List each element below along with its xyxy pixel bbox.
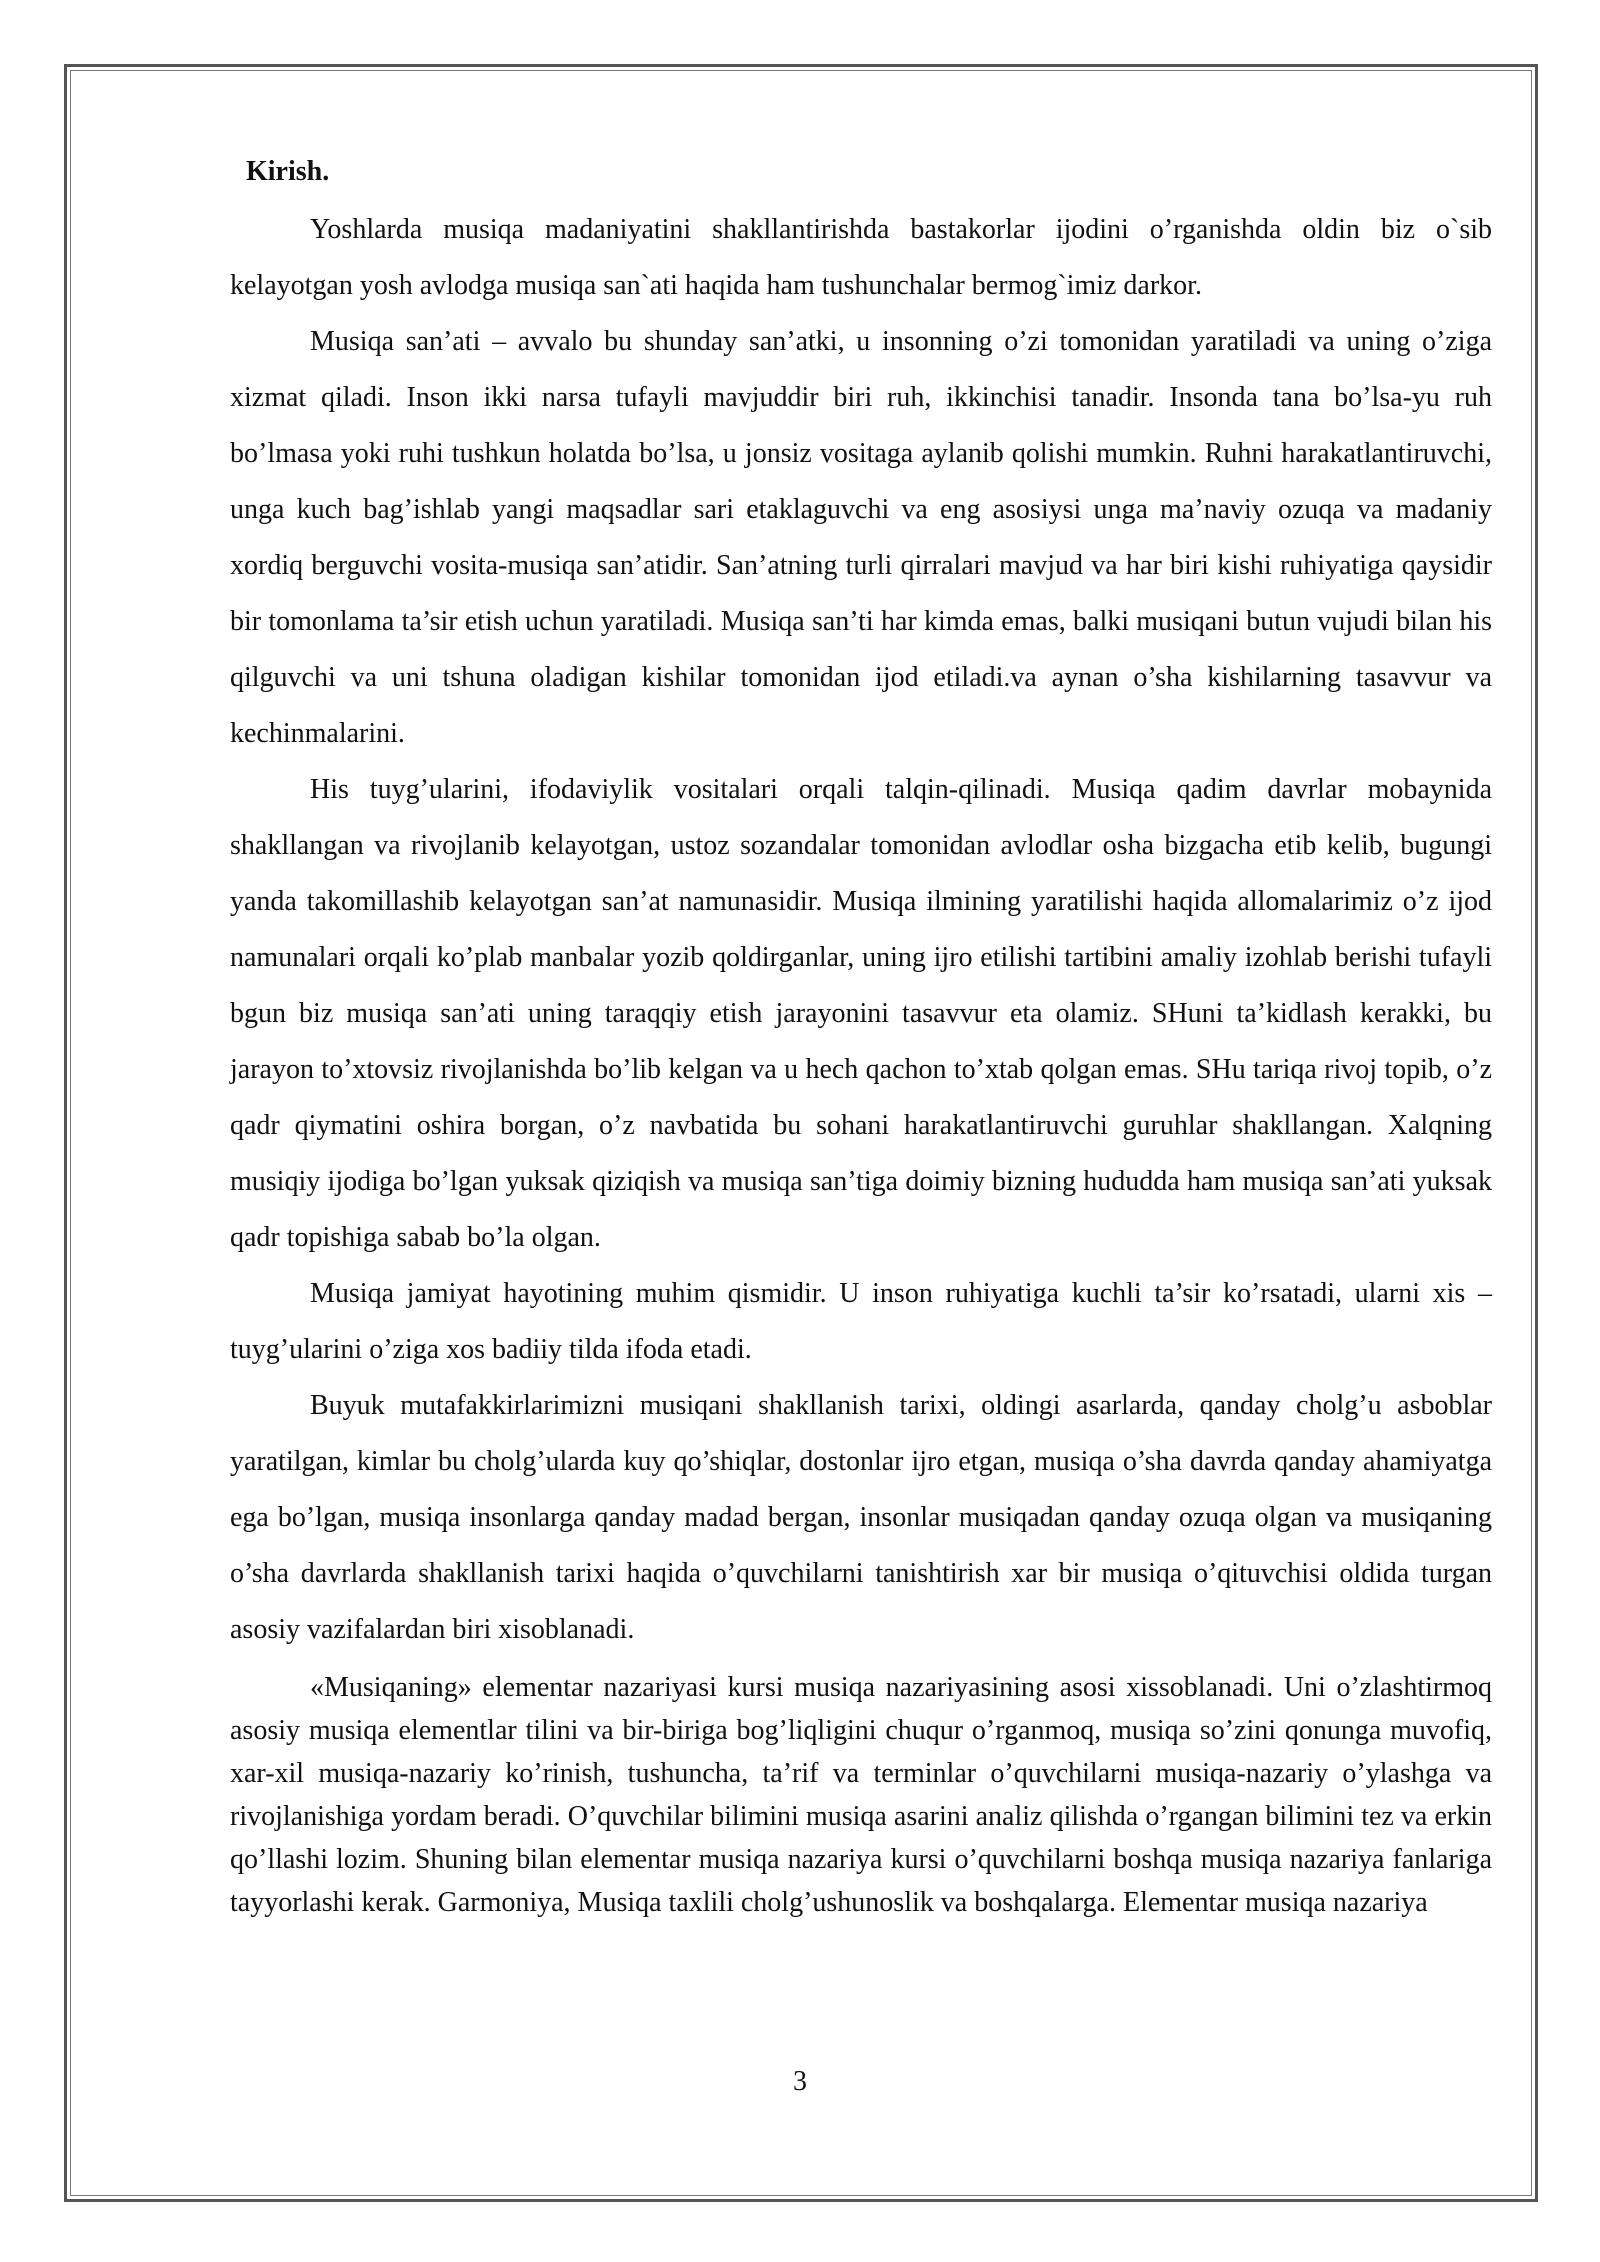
- paragraph-1: Yoshlarda musiqa madaniyatini shakllantirishda bastakorlar ijodini o’rganishda oldin biz o`sib kelayotgan yosh avlodga musiqa san`ati haqida ham tushunchalar bermog`imiz darkor.: [230, 214, 1492, 301]
- paragraph-6: «Musiqaning» elementar nazariyasi kursi musiqa nazariyasining asosi xissoblanadi. Uni o’zlashtirmoq asosiy musiqa elementlar tilini va bir-biriga bog’liqligini chuqur o’rganmoq, musiqa so’zini qonunga muvofiq, xar-xil musiqa-nazariy ko’rinish, tushuncha, ta’rif va terminlar o’quvchilarni musiqa-nazariy o’ylashga va rivojlanishiga yordam beradi. O’quvchilar bilimini musiqa asarini analiz qilishda o’rgangan bilimini tez va erkin qo’llashi lozim. Shuning bilan elementar musiqa nazariya kursi o’quvchilarni boshqa musiqa nazariya fanlariga tayyorlashi kerak. Garmoniya, Musiqa taxlili cholg’ushunoslik va boshqalarga. Elementar musiqa nazariya: [230, 1672, 1492, 1918]
- document-body: [230, 150, 1492, 1924]
- page-number: 3: [793, 2066, 807, 2097]
- paragraph-4: Musiqa jamiyat hayotining muhim qismidir. U inson ruhiyatiga kuchli ta’sir ko’rsatadi, ularni xis –tuyg’ularini o’ziga xos badiiy tilda ifoda etadi.: [230, 1278, 1492, 1365]
- paragraph-5: Buyuk mutafakkirlarimizni musiqani shakllanish tarixi, oldingi asarlarda, qanday cholg’u asboblar yaratilgan, kimlar bu cholg’ularda kuy qo’shiqlar, dostonlar ijro etgan, musiqa o’sha davrda qanday ahamiyatga ega bo’lgan, musiqa insonlarga qanday madad bergan, insonlar musiqadan qanday ozuqa olgan va musiqaning o’sha davrlarda shakllanish tarixi haqida o’quvchilarni tanishtirish xar bir musiqa o’qituvchisi oldida turgan asosiy vazifalardan biri xisoblanadi.: [230, 1390, 1492, 1645]
- paragraph-2: Musiqa san’ati – avvalo bu shunday san’atki, u insonning o’zi tomonidan yaratiladi va uning o’ziga xizmat qiladi. Inson ikki narsa tufayli mavjuddir biri ruh, ikkinchisi tanadir. Insonda tana bo’lsa-yu ruh bo’lmasa yoki ruhi tushkun holatda bo’lsa, u jonsiz vositaga aylanib qolishi mumkin. Ruhni harakatlantiruvchi, unga kuch bag’ishlab yangi maqsadlar sari etaklaguvchi va eng asosiysi unga ma’naviy ozuqa va madaniy xordiq berguvchi vosita-musiqa san’atidir. San’atning turli qirralari mavjud va har biri kishi ruhiyatiga qaysidir bir tomonlama ta’sir etish uchun yaratiladi. Musiqa san’ti har kimda emas, balki musiqani butun vujudi bilan his qilguvchi va uni tshuna oladigan kishilar tomonidan ijod etiladi.va aynan o’sha kishilarning tasavvur va kechinmalarini.: [230, 326, 1492, 749]
- paragraph-3: His tuyg’ularini, ifodaviylik vositalari orqali talqin-qilinadi. Musiqa qadim davrlar mobaynida shakllangan va rivojlanib kelayotgan, ustoz sozandalar tomonidan avlodlar osha bizgacha etib kelib, bugungi yanda takomillashib kelayotgan san’at namunasidir. Musiqa ilmining yaratilishi haqida allomalarimiz o’z ijod namunalari orqali ko’plab manbalar yozib qoldirganlar, uning ijro etilishi tartibini amaliy izohlab berishi tufayli bgun biz musiqa san’ati uning taraqqiy etish jarayonini tasavvur eta olamiz. SHuni ta’kidlash kerakki, bu jarayon to’xtovsiz rivojlanishda bo’lib kelgan va u hech qachon to’xtab qolgan emas. SHu tariqa rivoj topib, o’z qadr qiymatini oshira borgan, o’z navbatida bu sohani harakatlantiruvchi guruhlar shakllangan. Xalqning musiqiy ijodiga bo’lgan yuksak qiziqish va musiqa san’tiga doimiy bizning hududda ham musiqa san’ati yuksak qadr topishiga sabab bo’la olgan.: [230, 774, 1492, 1253]
- section-heading: Kirish.: [246, 156, 330, 187]
